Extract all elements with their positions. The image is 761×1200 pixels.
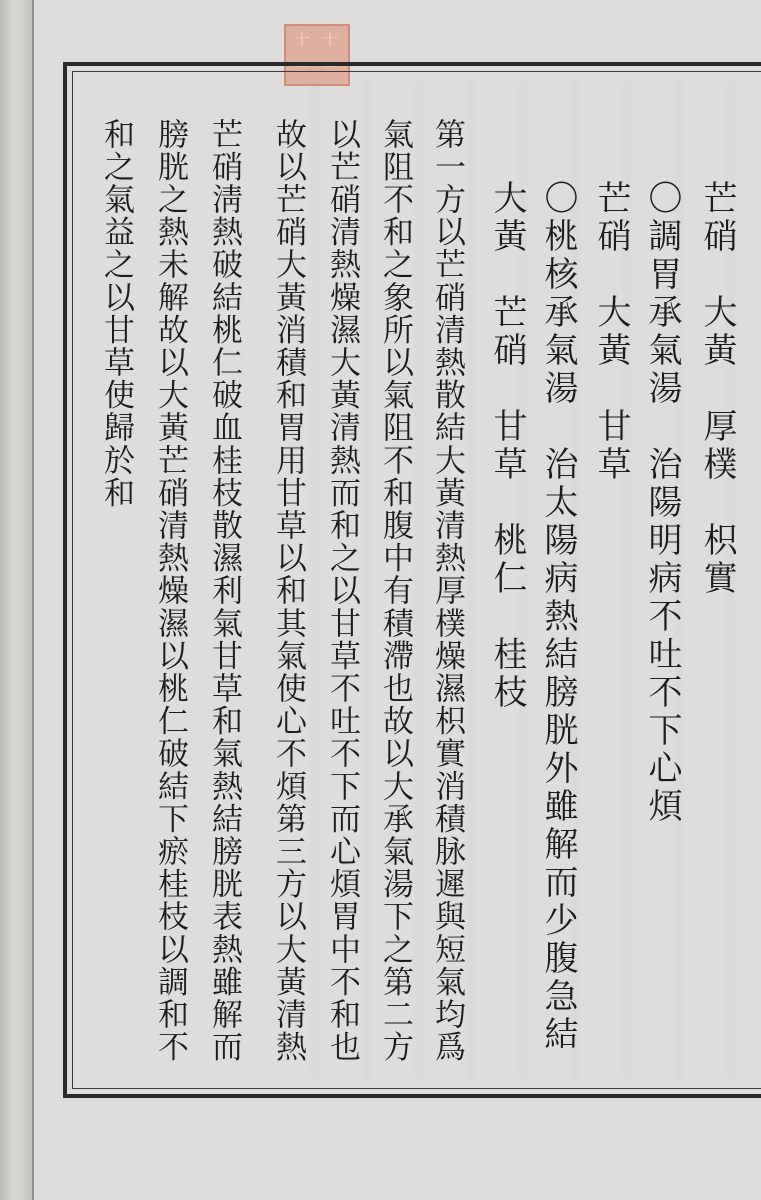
seal-char: 十 [322, 30, 339, 49]
text-column-9: 故以芒硝大黃消積和胃用甘草以和其氣使心不煩第三方以大黃清熱 [270, 118, 306, 1064]
text-column-6: 第一方以芒硝清熱散結大黃清熱厚樸燥濕枳實消積脉遲與短氣均爲 [429, 118, 465, 1064]
seal-char: 一 [294, 58, 311, 77]
seal-char: 十 [294, 30, 311, 49]
text-column-4: 〇桃核承氣湯 治太陽病熱結膀胱外雖解而少腹急結 [538, 180, 578, 1054]
seal-char: 一 [322, 58, 339, 77]
text-column-2: 〇調胃承氣湯 治陽明病不吐不下心煩 [642, 180, 682, 826]
binding-gutter [0, 0, 34, 1200]
text-column-5: 大黃 芒硝 甘草 桃仁 桂枝 [487, 180, 527, 712]
text-column-1: 芒硝 大黃 厚樸 枳實 [697, 180, 737, 598]
text-column-10: 芒硝淸熱破結桃仁破血桂枝散濕利氣甘草和氣熱結膀胱表熱雖解而 [206, 118, 242, 1064]
text-column-11: 膀胱之熱未解故以大黃芒硝清熱燥濕以桃仁破結下瘀桂枝以調和不 [152, 118, 188, 1064]
text-column-7: 氣阻不和之象所以氣阻不和腹中有積滯也故以大承氣湯下之第二方 [377, 118, 413, 1064]
gutter-edge-line [32, 0, 34, 1200]
text-column-8: 以芒硝清熱燥濕大黃清熱而和之以甘草不吐不下而心煩胃中不和也 [324, 118, 360, 1064]
text-column-12: 和之氣益之以甘草使歸於和 [98, 118, 134, 510]
text-column-3: 芒硝 大黃 甘草 [591, 180, 631, 484]
